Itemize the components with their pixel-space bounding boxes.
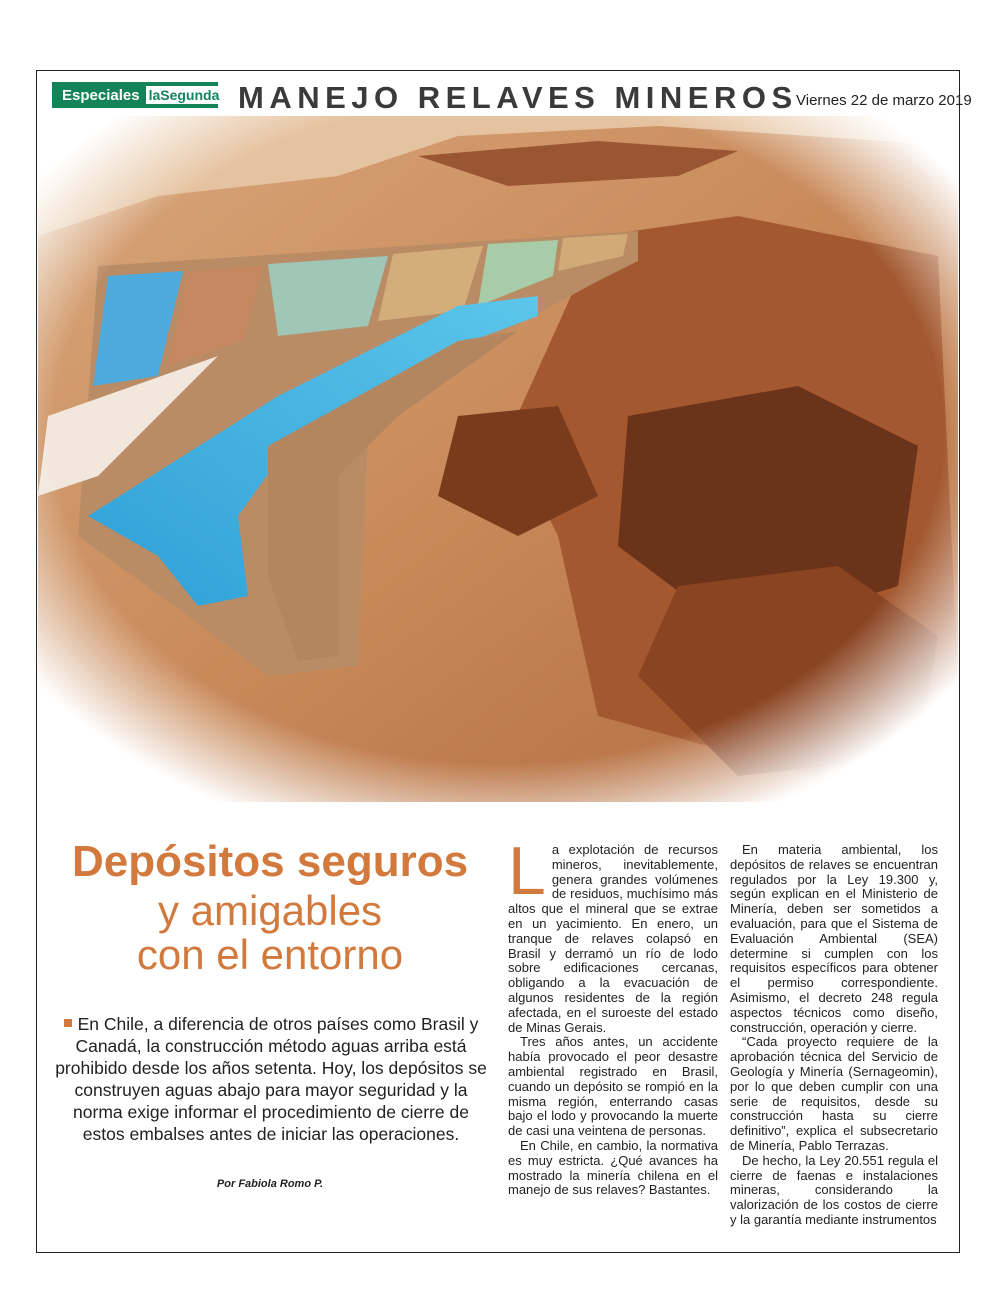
brand-lasegunda: laSegunda	[146, 86, 223, 104]
headline-line-2: y amigables	[157, 887, 383, 934]
hero-image	[38, 116, 958, 802]
column-1-paragraph-1-text: a explotación de recursos mineros, inevitablemente, genera grandes volúmenes de residuos, muchísimo más altos que el mineral que se extrae en un yacimiento. En enero, un tranque de relaves colapsó en Brasil y derramó un río de lodo sobre edificaciones cercanas, obligando a la evacuación de algunos residentes de la región afectada, en el suroeste del estado de Minas Gerais.	[508, 842, 718, 1035]
headline-line-3: con el entorno	[136, 931, 404, 978]
dropcap: L	[508, 833, 546, 909]
column-2-paragraph-1: En materia ambiental, los depósitos de relaves se encuentran regulados por la Ley 19.300 y, según explican en el Ministerio de Minería, deben ser sometidos a evaluación, para que el Sistema de Evaluación Ambiental (SEA) determine si cumplen con los requisitos específicos para obtener el permiso correspondiente. Asimismo, el decreto 248 regula aspectos técnicos como diseño, construcción, operación y cierre.	[730, 842, 938, 1035]
column-1-paragraph-3: En Chile, en cambio, la normativa es muy estricta. ¿Qué avances ha mostrado la minería chilena en el manejo de sus relaves? Bastantes.	[508, 1137, 718, 1198]
article-headline	[50, 835, 490, 977]
brand-especiales: Especiales	[62, 86, 140, 104]
article-column-1	[508, 833, 718, 1198]
column-1-paragraph-1	[508, 833, 718, 1035]
lede-text: En Chile, a diferencia de otros países como Brasil y Canadá, la construcción método aguas arriba está prohibido desde los años setenta. Hoy, los depósitos se construyen aguas abajo para mayor seguridad y la norma exige informar el procedimiento de cierre de estos embalses antes de iniciar las operaciones.	[55, 1014, 487, 1144]
article-lede	[50, 1013, 492, 1145]
column-2-paragraph-2: “Cada proyecto requiere de la aprobación técnica del Servicio de Geología y Minería (Sernageomin), por lo que deben cumplir con una serie de requisitos, desde su construcción hasta su cierre definitivo”, explica el subsecretario de Minería, Pablo Terrazas.	[730, 1034, 938, 1153]
aerial-tailings-ponds-photo	[38, 116, 958, 802]
section-title: MANEJO RELAVES MINEROS	[238, 80, 798, 115]
column-1-paragraph-2: Tres años antes, un accidente había provocado el peor desastre ambiental registrado en Brasil, cuando un depósito se rompió en la misma región, enterrando casas bajo el lodo y provocando la muerte de casi una veintena de personas.	[508, 1034, 718, 1139]
column-2-paragraph-3: De hecho, la Ley 20.551 regula el cierre de faenas e instalaciones mineras, considerando la valorización de los costos de cierre y la garantía mediante instrumentos	[730, 1152, 938, 1227]
headline-line-1: Depósitos seguros	[71, 837, 469, 886]
lede-bullet-icon	[64, 1019, 72, 1027]
issue-date: Viernes 22 de marzo 2019	[796, 92, 972, 109]
byline: Por Fabiola Romo P.	[216, 1178, 324, 1190]
brand-logo	[52, 82, 218, 108]
article-column-2	[730, 843, 938, 1228]
